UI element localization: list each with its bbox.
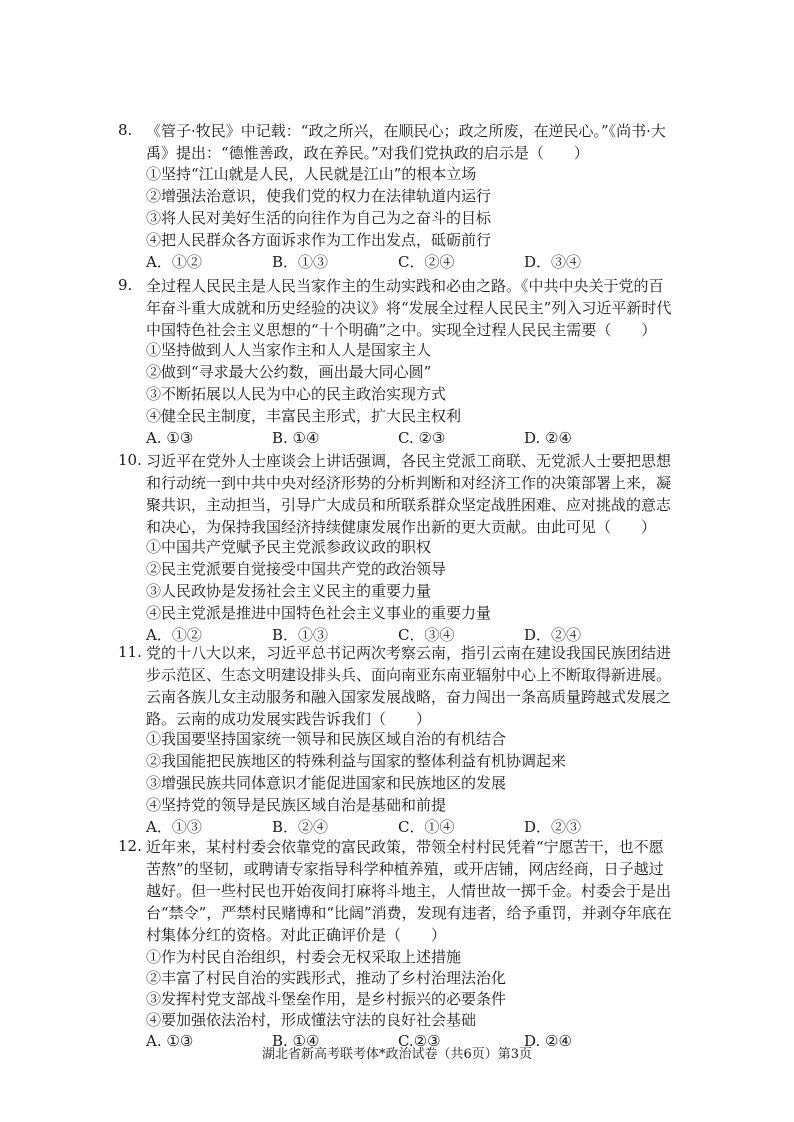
statement-1: ①我国要坚持国家统一领导和民族区域自治的有机结合 — [146, 730, 507, 748]
page-footer: 湖北省新高考联考体*政治试卷（共6页）第3页 — [261, 1047, 533, 1062]
statement-2: ②增强法治意识，使我们党的权力在法律轨道内运行 — [146, 187, 492, 205]
question-number: 12. — [118, 837, 142, 855]
choice-b[interactable]: B. ①④ — [272, 429, 320, 447]
choice-b[interactable]: B．②④ — [272, 818, 329, 836]
answer-choices — [146, 252, 706, 273]
statement-2: ②我国能把民族地区的特殊利益与国家的整体利益有机协调起来 — [146, 752, 567, 770]
statement-2: ②民主党派要自觉接受中国共产党的政治领导 — [146, 560, 447, 578]
statement-4: ④要加强依法治村，形成懂法守法的良好社会基础 — [146, 1011, 477, 1029]
question-number: 9. — [118, 276, 133, 294]
choice-b[interactable]: B．①③ — [272, 253, 329, 271]
question-stem: 党的十八大以来，习近平总书记两次考察云南，指引云南在建设我国民族团结进步示范区、生态文明建设排头兵、面向南亚东南亚辐射中心上不断取得新进展。云南各族儿女主动服务和融入国家发展战略，奋力闯出一条高质量跨越式发展之路。云南的成功发展实践告诉我们（ ） — [146, 644, 672, 728]
choice-a[interactable]: A. ①③ — [146, 1032, 194, 1050]
choice-a[interactable]: A．①③ — [146, 818, 202, 836]
statement-4: ④民主党派是推进中国特色社会主义事业的重要力量 — [146, 604, 492, 622]
choice-c[interactable]: C．②④ — [398, 253, 455, 271]
answer-choices — [146, 428, 706, 449]
question-number: 11. — [118, 643, 142, 661]
question-stem: 近年来，某村村委会依靠党的富民政策，带领全村村民凭着“宁愿苦干，也不愿苦熬”的坚韧，或聘请专家指导科学种植养殖，或开店铺，网店经商，日子越过越好。但一些村民也开始夜间打麻将斗地主，人情世故一掷千金。村委会于是出台“禁令”，严禁村民赌博和“比阔”消费，发现有违者，给予重罚，并剥夺年底在村集体分红的资格。对此正确评价是（ ） — [146, 838, 672, 944]
choice-c[interactable]: C．①④ — [398, 818, 455, 836]
choice-a[interactable]: A. ①③ — [146, 429, 194, 447]
question-number: 10. — [118, 451, 142, 469]
question-number: 8. — [118, 121, 133, 139]
statement-3: ③发挥村党支部战斗堡垒作用，是乡村振兴的必要条件 — [146, 990, 507, 1008]
statement-4: ④坚持党的领导是民族区域自治是基础和前提 — [146, 796, 447, 814]
statement-4: ④把人民群众各方面诉求作为工作出发点，砥砺前行 — [146, 231, 492, 249]
statement-1: ①中国共产党赋予民主党派参政议政的职权 — [146, 538, 432, 556]
choice-b[interactable]: B．①③ — [272, 626, 329, 644]
choice-c[interactable]: C．③④ — [398, 626, 455, 644]
statement-3: ③不断拓展以人民为中心的民主政治实现方式 — [146, 385, 447, 403]
choice-a[interactable]: A．①② — [146, 253, 202, 271]
choice-c[interactable]: C.②③ — [398, 1032, 441, 1050]
choice-a[interactable]: A．①② — [146, 626, 202, 644]
question-stem: 全过程人民民主是人民当家作主的生动实践和必由之路。《中共中央关于党的百年奋斗重大成就和历史经验的决议》将“发展全过程人民民主”列入习近平新时代中国特色社会主义思想的“十个明确”之中。实现全过程人民民主需要（ ） — [146, 277, 672, 339]
choice-d[interactable]: D．②④ — [524, 626, 582, 644]
statement-1: ①坚持“江山就是人民，人民就是江山”的根本立场 — [146, 165, 477, 183]
choice-d[interactable]: D. ②④ — [524, 429, 572, 447]
statement-3: ③人民政协是发扬社会主义民主的重要力量 — [146, 582, 432, 600]
statement-2: ②丰富了村民自治的实践形式，推动了乡村治理法治化 — [146, 969, 507, 987]
choice-b[interactable]: B. ①④ — [272, 1032, 320, 1050]
choice-d[interactable]: D．③④ — [524, 253, 582, 271]
choice-d[interactable]: D．②③ — [524, 818, 582, 836]
statement-4: ④健全民主制度，丰富民主形式，扩大民主权利 — [146, 407, 462, 425]
statement-3: ③将人民对美好生活的向往作为自己为之奋斗的目标 — [146, 209, 492, 227]
statement-1: ①坚持做到人人当家作主和人人是国家主人 — [146, 341, 432, 359]
choice-c[interactable]: C. ②③ — [398, 429, 446, 447]
statement-3: ③增强民族共同体意识才能促进国家和民族地区的发展 — [146, 774, 507, 792]
answer-choices — [146, 817, 706, 838]
question-stem: 习近平在党外人士座谈会上讲话强调，各民主党派工商联、无党派人士要把思想和行动统一到中共中央对经济形势的分析判断和对经济工作的决策部署上来，凝聚共识，主动担当，引导广大成员和所联系群众坚定战胜困难、应对挑战的意志和决心，为保持我国经济持续健康发展作出新的更大贡献。由此可见（ ） — [146, 452, 672, 536]
statement-1: ①作为村民自治组织，村委会无权采取上述措施 — [146, 948, 462, 966]
question-stem: 《管子·牧民》中记载：“政之所兴，在顺民心；政之所废，在逆民心。”《尚书·大禹》提出：“德惟善政，政在养民。”对我们党执政的启示是（ ） — [146, 122, 666, 162]
statement-2: ②做到“寻求最大公约数，画出最大同心圆” — [146, 363, 432, 381]
choice-d[interactable]: D. ②④ — [524, 1032, 572, 1050]
